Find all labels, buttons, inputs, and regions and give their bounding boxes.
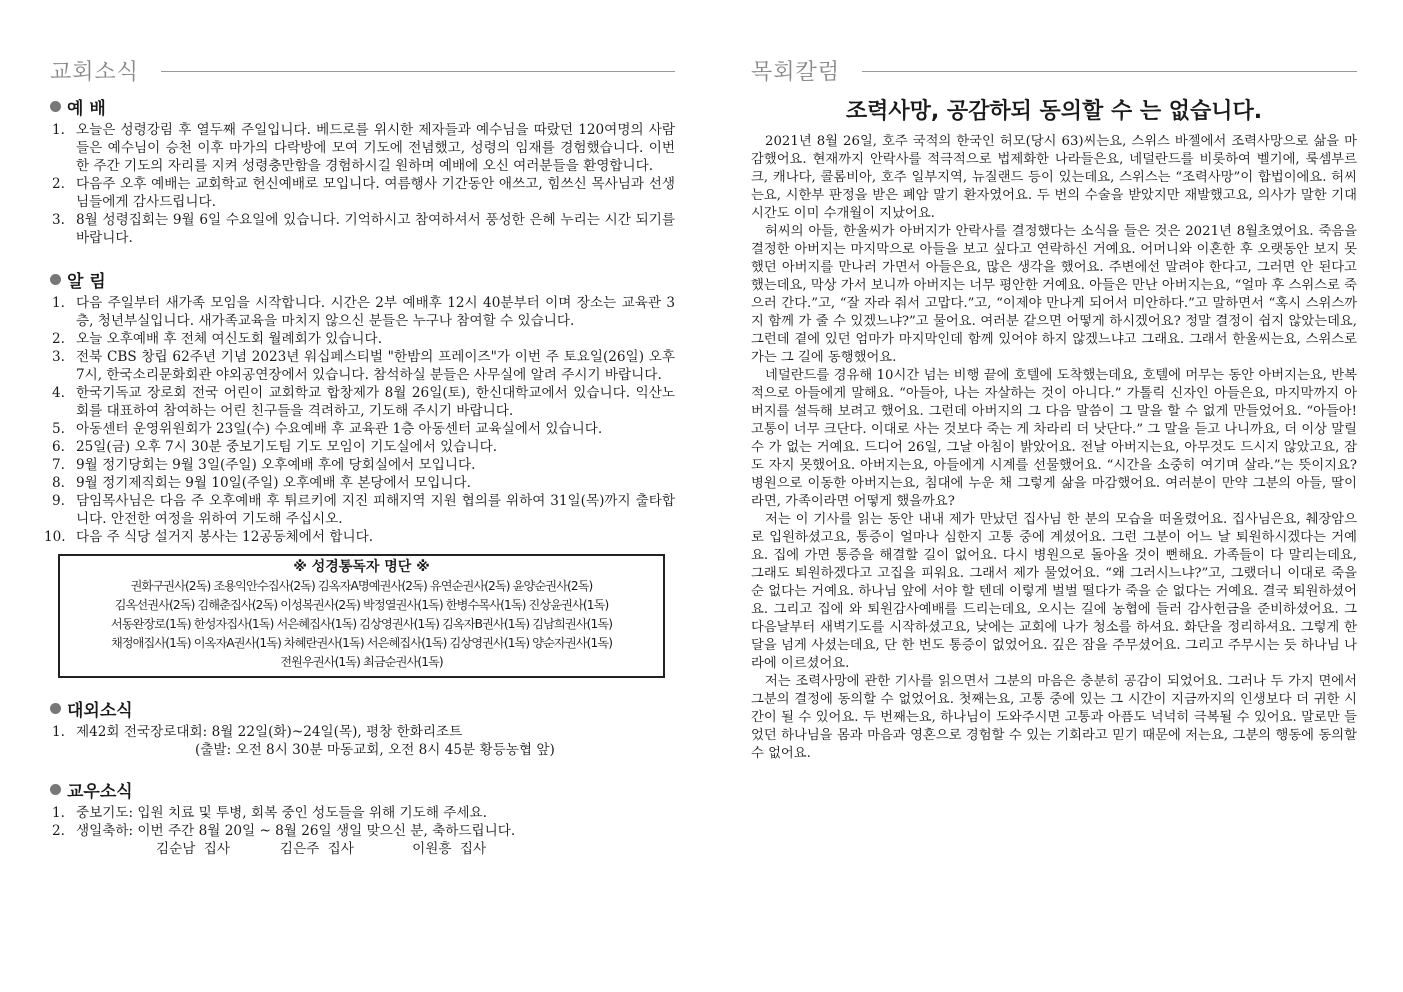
readers-title: ※ 성경통독자 명단 ※ [293,559,430,575]
birthday-name: 김은주 집사 [279,841,354,857]
header-rule [161,71,675,72]
birthday-name: 김순남 집사 [156,841,230,857]
list-item: 1. 중보기도: 입원 치료 및 투병, 회복 중인 성도들을 위해 기도해 주세요. [52,805,487,821]
list-item: 8. 9월 정기제직회는 9월 10일(주일) 오후예배 후 본당에서 모입니다. [52,475,471,491]
list-item: 5. 아동센터 운영위원회가 23일(수) 수요예배 후 교육관 1층 아동센터 교육실에서 있습니다. [52,421,603,437]
member-list [50,804,675,858]
external-list [50,723,675,759]
column-paragraph: 허씨의 아들, 한울씨가 아버지가 안락사를 결정했다는 소식을 들은 것은 2021년 8월초였어요. 죽음을 결정한 아버지는 마지막으로 아들을 보고 싶다고 연락하신 거예요. 어머니와 이혼한 후 오랫동안 보지 못했던 아버지를 만나러 가면서 아들은요, 많은 생각을 했어요. 주변에선 말려야 한다고, 그러면 안 된다고 했는데요, 막상 가서 보니까 아버지는 너무 평안한 거예요. 아들은 만난 아버지는요, “얼마 후 스위스로 죽으러 간다.”고, “잘 자라 줘서 고맙다.”고, “이제야 만나게 되어서 미안하다.”고 말하면서 “혹시 스위스까지 함께 가 줄 수 있겠느냐?”고 물어요. 여러분 같으면 어떻게 하시겠어요? 정말 결정이 쉽지 않았는데요, 그런데 곁에 있던 엄마가 마지막인데 함께 있어야 하지 않겠느냐고 그래요. 그래서 한울씨는요, 스위스로 가는 그 길에 동행했어요. [751,224,1357,365]
list-item: 7. 9월 정기당회는 9월 3일(주일) 오후예배 후에 당회실에서 모입니다. [52,457,476,473]
notice-heading: 알 림 [50,267,675,292]
worship-heading: 예 배 [50,94,675,119]
column-paragraph: 네덜란드를 경유해 10시간 넘는 비행 끝에 호텔에 도착했는데요, 호텔에 머무는 동안 아버지는요, 반복적으로 아들에게 말해요. “아들아, 나는 자살하는 것이 아니다.” 가톨릭 신자인 아들은요, 마지막까지 아버지를 설득해 보려고 했어요. 그런데 아버지의 그 다음 말씀이 그 말을 할 수 없게 만들었어요. “아들아! 고통이 너무 크단다. 이대로 사는 것보다 죽는 게 차라리 더 낫단다.” 그 말을 듣고 나니까요, 더 이상 말릴 수 가 없는 거예요. 드디어 26일, 그날 아침이 밝았어요. 전날 아버지는요, 아무것도 드시지 않았고요, 잠도 자지 못했어요. 아버지는요, 아들에게 시계를 선물했어요. “시간을 소중히 여기며 살라.”는 뜻이지요? 병원으로 이동한 아버지는요, 침대에 누운 채 그렇게 삶을 마감했어요. 여러분이 만약 그분의 아들, 딸이라면, 가족이라면 어떻게 했을까요? [751,368,1357,509]
list-item-continued: (출발: 오전 8시 30분 마동교회, 오전 8시 45분 황등농협 앞) [195,742,555,758]
bullet-icon [50,274,61,285]
column-headline: 조력사망, 공감하되 동의할 수 는 없습니다. [845,99,1263,124]
column-paragraph: 저는 조력사망에 관한 기사를 읽으면서 그분의 마음은 충분히 공감이 되었어요. 그러나 두 가지 면에서 그분의 결정에 동의할 수 없었어요. 첫째는요, 고통 중에 있는 그 시간이 지금까지의 인생보다 더 귀한 시간이 될 수 있어요. 두 번째는요, 하나님이 도와주시면 고통과 아픔도 넉넉히 극복될 수 있어요. 말로만 들었던 하나님을 몸과 마음과 영혼으로 경험할 수 있는 기회라고 믿기 때문에 저는요, 그분의 행동에 동의할 수 없어요. [751,674,1357,761]
list-item: 9. 담임목사님은 다음 주 오후예배 후 튀르키에 지진 피해지역 지원 협의를 위하여 31일(목)까지 출타합니다. 안전한 여정을 위하여 기도해 주십시오. [52,493,675,527]
readers-line: 서동완장로(1독) 한성자집사(1독) 서은혜집사(1독) 김상영권사(1독) 김옥자B권사(1독) 김남희권사(1독) [110,617,613,631]
list-item: 1. 제42회 전국장로대회: 8월 22일(화)~24일(목), 평창 한화리조트 [52,724,463,740]
list-item: 2. 오늘 오후예배 후 전체 여신도회 월례회가 있습니다. [52,331,383,347]
readers-line: 전원우권사(1독) 최금순권사(1독) [280,655,443,669]
bullet-icon [50,703,61,714]
list-item: 3. 8월 성령집회는 9월 6일 수요일에 있습니다. 기억하시고 참여하셔서 풍성한 은혜 누리는 시간 되기를 바랍니다. [52,212,675,246]
church-news-header [50,52,675,88]
readers-line: 김옥선권사(2독) 김해춘집사(2독) 이성복권사(2독) 박정열권사(1독) 한병수목사(1독) 진상윤권사(1독) [114,598,609,612]
worship-list [50,121,675,247]
member-news-heading: 교우소식 [50,777,675,802]
list-item: 10. 다음 주 식당 설거지 봉사는 12공동체에서 합니다. [44,529,374,545]
left-page [0,0,701,992]
list-item: 3. 전북 CBS 창립 62주년 기념 2023년 워십페스티벌 "한밤의 프레이즈"가 이번 주 토요일(26일) 오후 7시, 한국소리문화회관 야외공연장에서 있습니다. 참석하실 분들은 사무실에 알려 주시기 바랍니다. [52,349,675,383]
list-item: 1. 다음 주일부터 새가족 모임을 시작합니다. 시간은 2부 예배후 12시 40분부터 이며 장소는 교육관 3층, 청년부실입니다. 새가족교육을 마치지 않으신 분들은 누구나 참여할 수 있습니다. [52,295,675,329]
readers-line: 권화구권사(2독) 조용익안수집사(2독) 김옥자A명예권사(2독) 유연순권사(2독) 윤양순권사(2독) [130,579,593,593]
list-item: 2. 다음주 오후 예배는 교회학교 헌신예배로 모입니다. 여름행사 기간동안 애쓰고, 힘쓰신 목사님과 선생님들에게 감사드립니다. [52,176,675,210]
bullet-icon [50,101,61,112]
column-body [751,133,1357,763]
birthday-names [50,840,675,858]
notice-list [44,294,675,546]
column-header [751,52,1357,88]
list-item: 4. 한국기독교 장로회 전국 어린이 교회학교 합창제가 8월 26일(토), 한신대학교에서 있습니다. 익산노회를 대표하여 참여하는 어린 친구들을 격려하고, 기도해 주시기 바랍니다. [52,385,675,419]
bible-readers-box [58,554,665,678]
section-title: 교회소식 [50,59,140,85]
column-paragraph: 2021년 8월 26일, 호주 국적의 한국인 허모(당시 63)씨는요, 스위스 바젤에서 조력사망으로 삶을 마감했어요. 현재까지 안락사를 적극적으로 법제화한 나라들은요, 네덜란드를 비롯하여 벨기에, 룩셈부르크, 캐나다, 콜롬비아, 호주 일부지역, 뉴질랜드 등이 있는데요, 스위스는 “조력사망”이 합법이에요. 허씨는요, 시한부 판정을 받은 폐암 말기 환자였어요. 두 번의 수술을 받았지만 재발했고요, 의사가 말한 기대시간도 이미 수개월이 지났어요. [751,134,1357,221]
list-item: 6. 25일(금) 오후 7시 30분 중보기도팀 기도 모임이 기도실에서 있습니다. [52,439,498,455]
column-paragraph: 저는 이 기사를 읽는 동안 내내 제가 만났던 집사님 한 분의 모습을 떠올렸어요. 집사님은요, 췌장암으로 입원하셨고요, 통증이 얼마나 심한지 고통 중에 계셨어요. 그런 그분이 어느 날 퇴원하시겠다는 거예요. 집에 가면 통증을 해결할 길이 없어요. 다시 병원으로 돌아올 것이 뻔해요. 가족들이 다 말리는데요, 그래도 퇴원하겠다고 고집을 피워요. 그래서 제가 물었어요. “왜 그러시느냐?”고, 그랬더니 이대로 죽을 순 없다는 거예요. 하나님 앞에 서야 할 텐데 이렇게 벌벌 떨다가 죽을 순 없다는 거예요. 결국 퇴원하셨어요. 그리고 집에 와 퇴원감사예배를 드리는데요, 오시는 길에 농협에 들러 감사헌금을 준비하셨어요. 그 다음날부터 새벽기도를 시작하셨고요, 낮에는 교회에 나가 청소를 하셔요. 화단을 정리하셔요. 그렇게 한 달을 넘게 사셨는데요, 단 한 번도 통증이 없었어요. 깊은 잠을 주무셨어요. 그리고 주무시는 듯 하나님 나라에 이르셨어요. [751,512,1357,671]
list-item: 2. 생일축하: 이번 주간 8월 20일 ~ 8월 26일 생일 맞으신 분, 축하드립니다. [52,823,516,839]
header-rule [862,71,1357,72]
birthday-name: 이원흥 집사 [412,841,487,857]
readers-line: 채정애집사(1독) 이옥자A권사(1독) 차혜란권사(1독) 서은혜집사(1독) 김상영권사(1독) 양순자권사(1독) [110,636,613,650]
right-page [701,0,1403,992]
list-item: 1. 오늘은 성령강림 후 열두째 주일입니다. 베드로를 위시한 제자들과 예수님을 따랐던 120여명의 사람들은 예수님이 승천 이후 마가의 다락방에 모여 기도에 전념했고, 성령의 임재를 경험했습니다. 이번 한 주간 기도의 자리를 지켜 성령충만함을 경험하시길 원하며 예배에 오신 여러분들을 환영합니다. [52,122,675,174]
bullet-icon [50,784,61,795]
section-title: 목회칼럼 [751,59,841,85]
external-news-heading: 대외소식 [50,696,675,721]
